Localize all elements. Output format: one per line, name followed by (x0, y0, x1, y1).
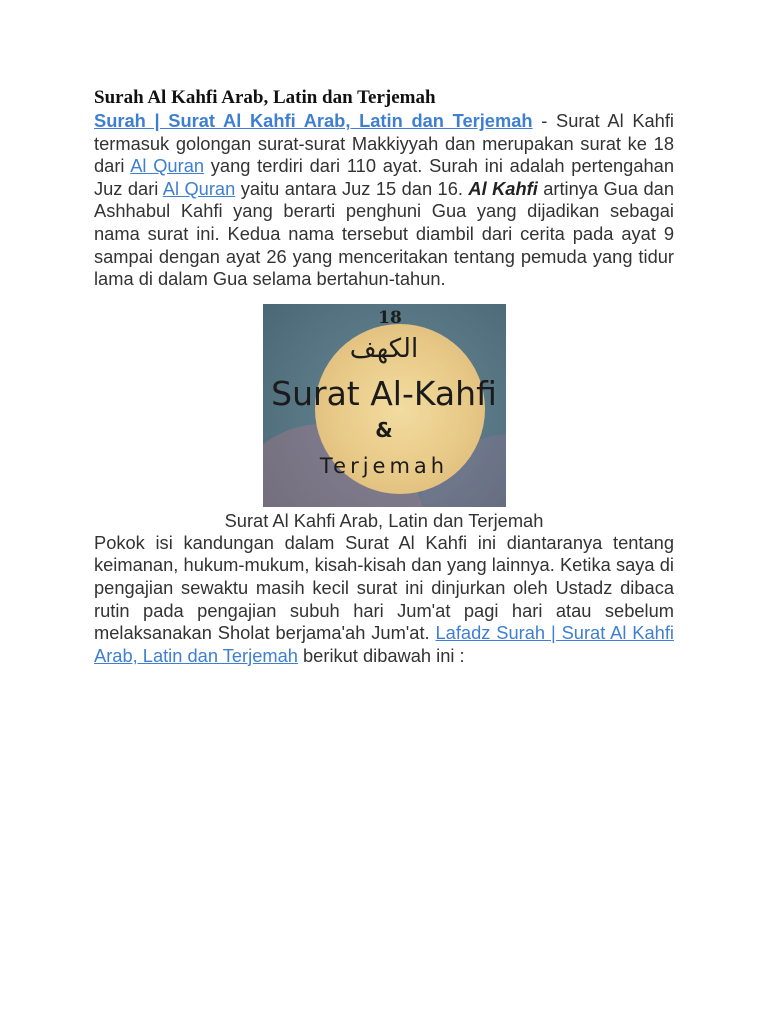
al-quran-link-2[interactable]: Al Quran (162, 177, 236, 199)
intro-text-1: - Surat Al Kahfi termasuk golongan surat-surat Makkiyyah dan merupakan surat ke 18 dari (94, 110, 674, 177)
cover-arabic-title: الكهف (349, 333, 419, 364)
intro-text-2: yang terdiri dari 110 ayat. Surah ini adalah pertengahan Juz dari (94, 155, 674, 199)
main-title-link[interactable]: Surah | Surat Al Kahfi Arab, Latin dan Terjemah (94, 110, 533, 131)
body-text-1: Pokok isi kandungan dalam Surat Al Kahfi ini diantaranya tentang keimanan, hukum-mukum, kisah-kisah dan yang lainnya. Ketika saya di pengajian sewaktu masih kecil surat ini dinjurkan oleh Ustadz dibaca rutin pada pengajian subuh hari Jum'at pagi hari atau sebelum melaksanakan Sholat berjama'ah Jum'at. (94, 531, 674, 644)
al-quran-link-1[interactable]: Al Quran (130, 155, 205, 177)
intro-text-3: yaitu antara Juz 15 dan 16. (235, 177, 469, 199)
intro-paragraph (94, 110, 674, 291)
article (94, 86, 674, 667)
cover-heading: Surat Al-Kahfi (271, 373, 497, 413)
intro-text-4: artinya Gua dan Ashhabul Kahfi yang berarti penghuni Gua yang dijadikan sebagai nama surat ini. Kedua nama tersebut diambil dari cerita pada ayat 9 sampai dengan ayat 26 yang menceritakan tentang pemuda yang tidur lama di dalam Gua selama bertahun-tahun. (94, 177, 674, 290)
cover-surah-number: 18 (378, 307, 402, 328)
surat-al-kahfi-cover-image (263, 304, 506, 507)
cover-subheading: Terjemah (319, 453, 449, 478)
body-text-2: berikut dibawah ini : (297, 644, 465, 666)
cover-figure (94, 304, 674, 532)
body-paragraph (94, 532, 674, 668)
lafadz-link[interactable]: Lafadz Surah | Surat Al Kahfi Arab, Latin dan Terjemah (94, 622, 674, 666)
al-kahfi-emphasis: Al Kahfi (468, 177, 538, 199)
article-title: Surah Al Kahfi Arab, Latin dan Terjemah (94, 87, 436, 108)
figure-caption: Surat Al Kahfi Arab, Latin dan Terjemah (224, 509, 544, 531)
cover-ampersand: & (375, 417, 393, 442)
